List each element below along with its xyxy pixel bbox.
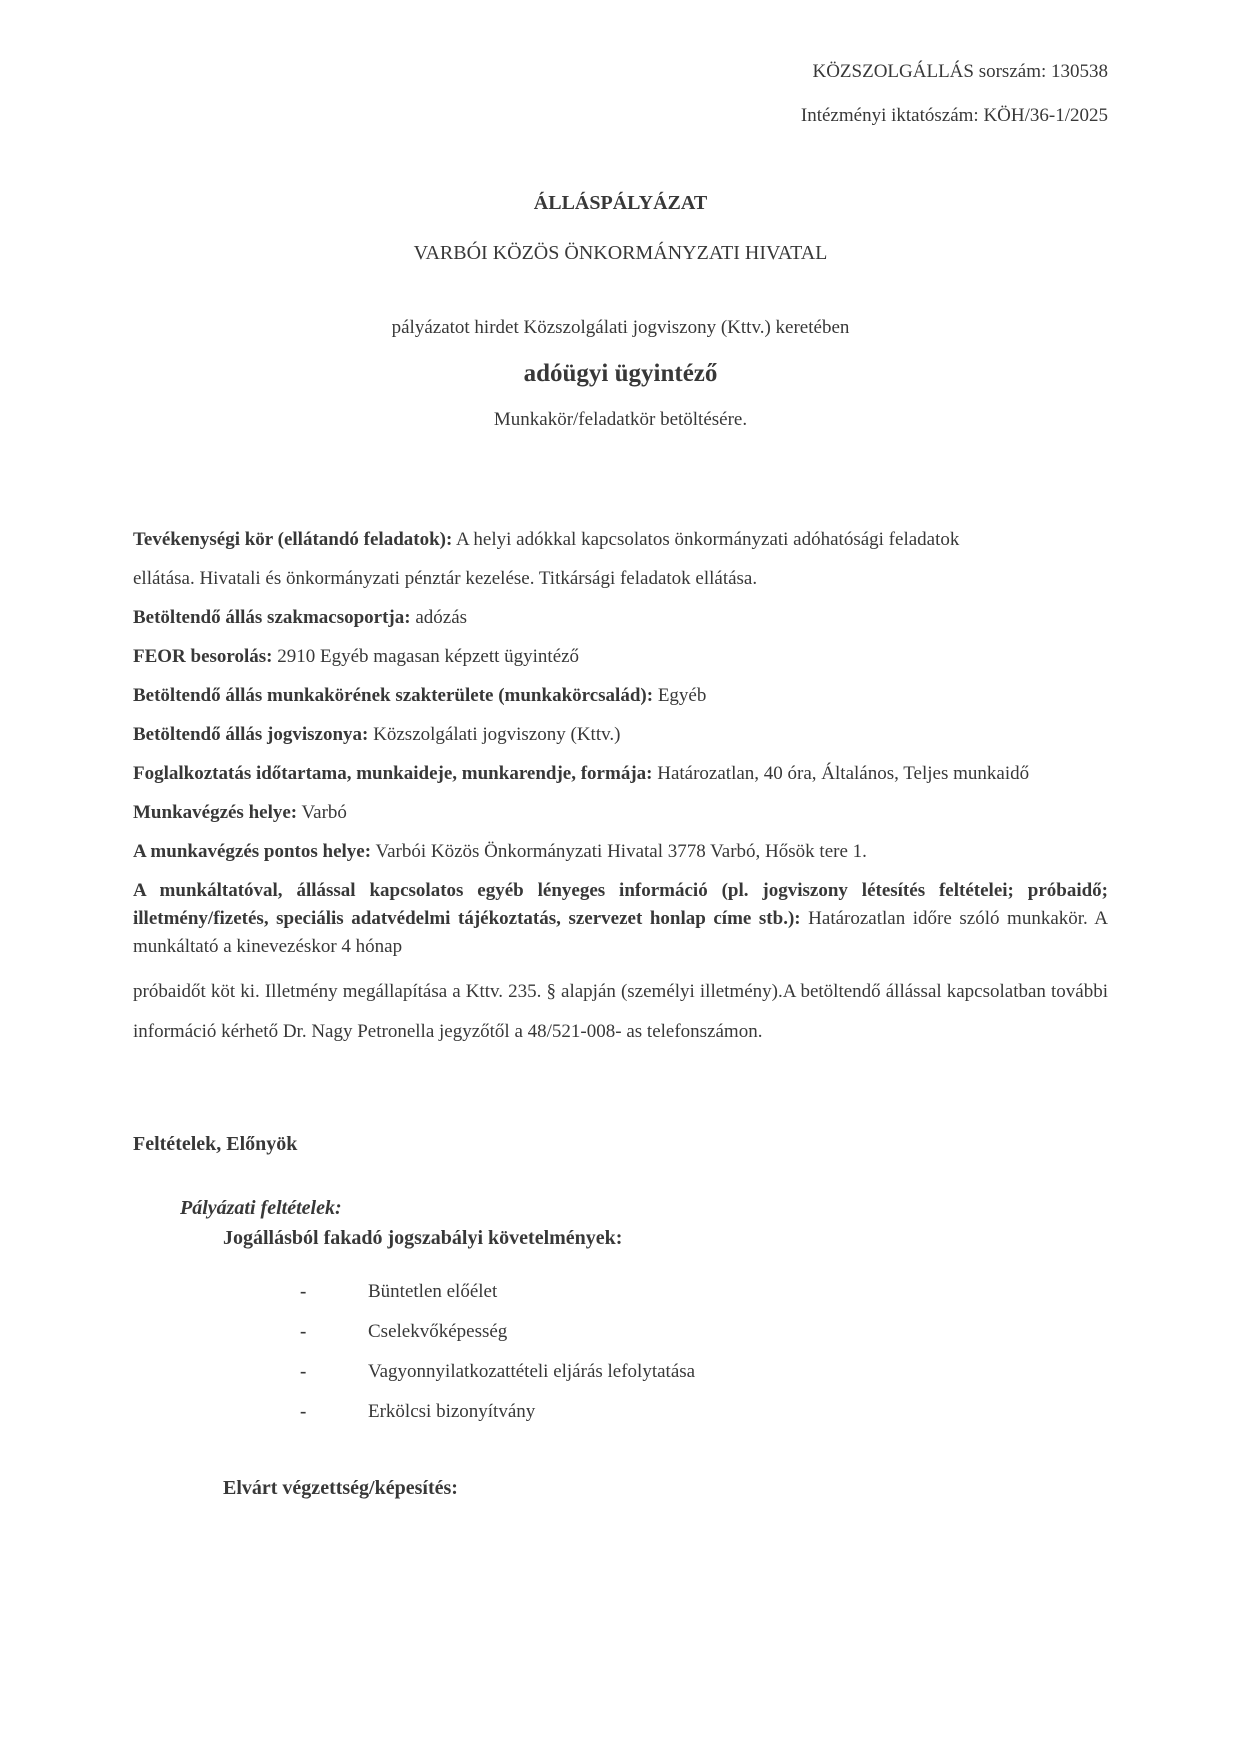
detail-paragraph-job-family (133, 682, 1108, 710)
list-item-text: Cselekvőképesség (368, 1321, 508, 1342)
detail-paragraph-activities (133, 526, 1108, 554)
detail-label: Munkavégzés helye: (133, 802, 298, 823)
document-body (133, 526, 1108, 1502)
requirements-list (133, 1278, 1108, 1426)
organization-name: VARBÓI KÖZÖS ÖNKORMÁNYZATI HIVATAL (413, 242, 828, 264)
title-block (133, 188, 1108, 434)
subtitle-line: Munkakör/feladatkör betöltésére. (493, 409, 748, 430)
detail-value: Határozatlan időre szóló munkakör. A munkáltató a kinevezéskor 4 hónap (133, 908, 1109, 957)
detail-value: próbaidőt köt ki. Illetmény megállapítása a Kttv. 235. § alapján (személyi illetmény).A betöltendő állással kapcsolatban további információ kérhető Dr. Nagy Petronella jegyzőtől a 48/521-008- as telefonszámon. (133, 981, 1108, 1042)
detail-label: Betöltendő állás munkakörének szakterülete (munkakörcsalád): (133, 685, 654, 706)
list-item (133, 1358, 1108, 1386)
detail-value: ellátása. Hivatali és önkormányzati pénztár kezelése. Titkársági feladatok ellátása. (133, 568, 758, 589)
detail-label: Foglalkoztatás időtartama, munkaideje, munkarendje, formája: (133, 763, 653, 784)
detail-paragraph-work-location (133, 799, 1108, 827)
detail-paragraph-profession-group (133, 604, 1108, 632)
detail-paragraph-legal-relationship (133, 721, 1108, 749)
detail-label: A munkáltatóval, állással kapcsolatos egyéb lényeges információ (pl. jogviszony létesítés feltételei; próbaidő; illetmény/fizetés, speciális adatvédelmi tájékoztatás, szervezet honlap címe stb.): (133, 880, 1108, 929)
list-item-text: Erkölcsi bizonyítvány (368, 1401, 536, 1422)
dash-bullet: - (300, 1361, 307, 1382)
detail-label: Betöltendő állás szakmacsoportja: (133, 607, 411, 628)
detail-label: Tevékenységi kör (ellátandó feladatok): (133, 529, 453, 550)
list-item (133, 1318, 1108, 1346)
dash-bullet: - (300, 1401, 307, 1422)
detail-label: A munkavégzés pontos helye: (133, 841, 372, 862)
header-registration-number: Intézményi iktatószám: KÖH/36-1/2025 (800, 105, 1108, 126)
header-serial-number: KÖZSZOLGÁLLÁS sorszám: 130538 (812, 61, 1108, 82)
detail-value: Varbói Közös Önkormányzati Hivatal 3778 Varbó, Hősök tere 1. (371, 841, 867, 862)
position-title: adóügyi ügyintéző (523, 360, 718, 387)
detail-paragraph-other-info (133, 877, 1108, 961)
detail-value: Egyéb (653, 685, 707, 706)
conditions-section-heading: Feltételek, Előnyök (133, 1133, 298, 1155)
detail-value: Varbó (297, 802, 347, 823)
detail-paragraph-other-info-continued (133, 972, 1108, 1052)
list-item-text: Büntetlen előélet (368, 1281, 498, 1302)
detail-paragraph-feor (133, 643, 1108, 671)
detail-value: A helyi adókkal kapcsolatos önkormányzati adóhatósági feladatok (452, 529, 960, 550)
list-item (133, 1278, 1108, 1306)
dash-bullet: - (300, 1321, 307, 1342)
education-requirements-heading: Elvárt végzettség/képesítés: (223, 1477, 458, 1499)
detail-paragraph-activities-continued (133, 565, 1108, 593)
page-title: ÁLLÁSPÁLYÁZAT (533, 192, 708, 214)
detail-value: adózás (410, 607, 468, 628)
detail-value: Határozatlan, 40 óra, Általános, Teljes munkaidő (652, 763, 1030, 784)
detail-paragraph-exact-location (133, 838, 1108, 866)
intro-line: pályázatot hirdet Közszolgálati jogviszony (Kttv.) keretében (391, 317, 850, 338)
application-conditions-subheading: Pályázati feltételek: (180, 1197, 342, 1219)
dash-bullet: - (300, 1281, 307, 1302)
list-item (133, 1398, 1108, 1426)
detail-label: Betöltendő állás jogviszonya: (133, 724, 369, 745)
document-header (133, 58, 1108, 130)
legal-requirements-heading: Jogállásból fakadó jogszabályi követelmények: (223, 1227, 623, 1249)
list-item-text: Vagyonnyilatkozattételi eljárás lefolytatása (368, 1361, 696, 1382)
detail-paragraph-employment-terms (133, 760, 1108, 788)
detail-value: 2910 Egyéb magasan képzett ügyintéző (272, 646, 580, 667)
detail-value: Közszolgálati jogviszony (Kttv.) (368, 724, 621, 745)
detail-label: FEOR besorolás: (133, 646, 273, 667)
